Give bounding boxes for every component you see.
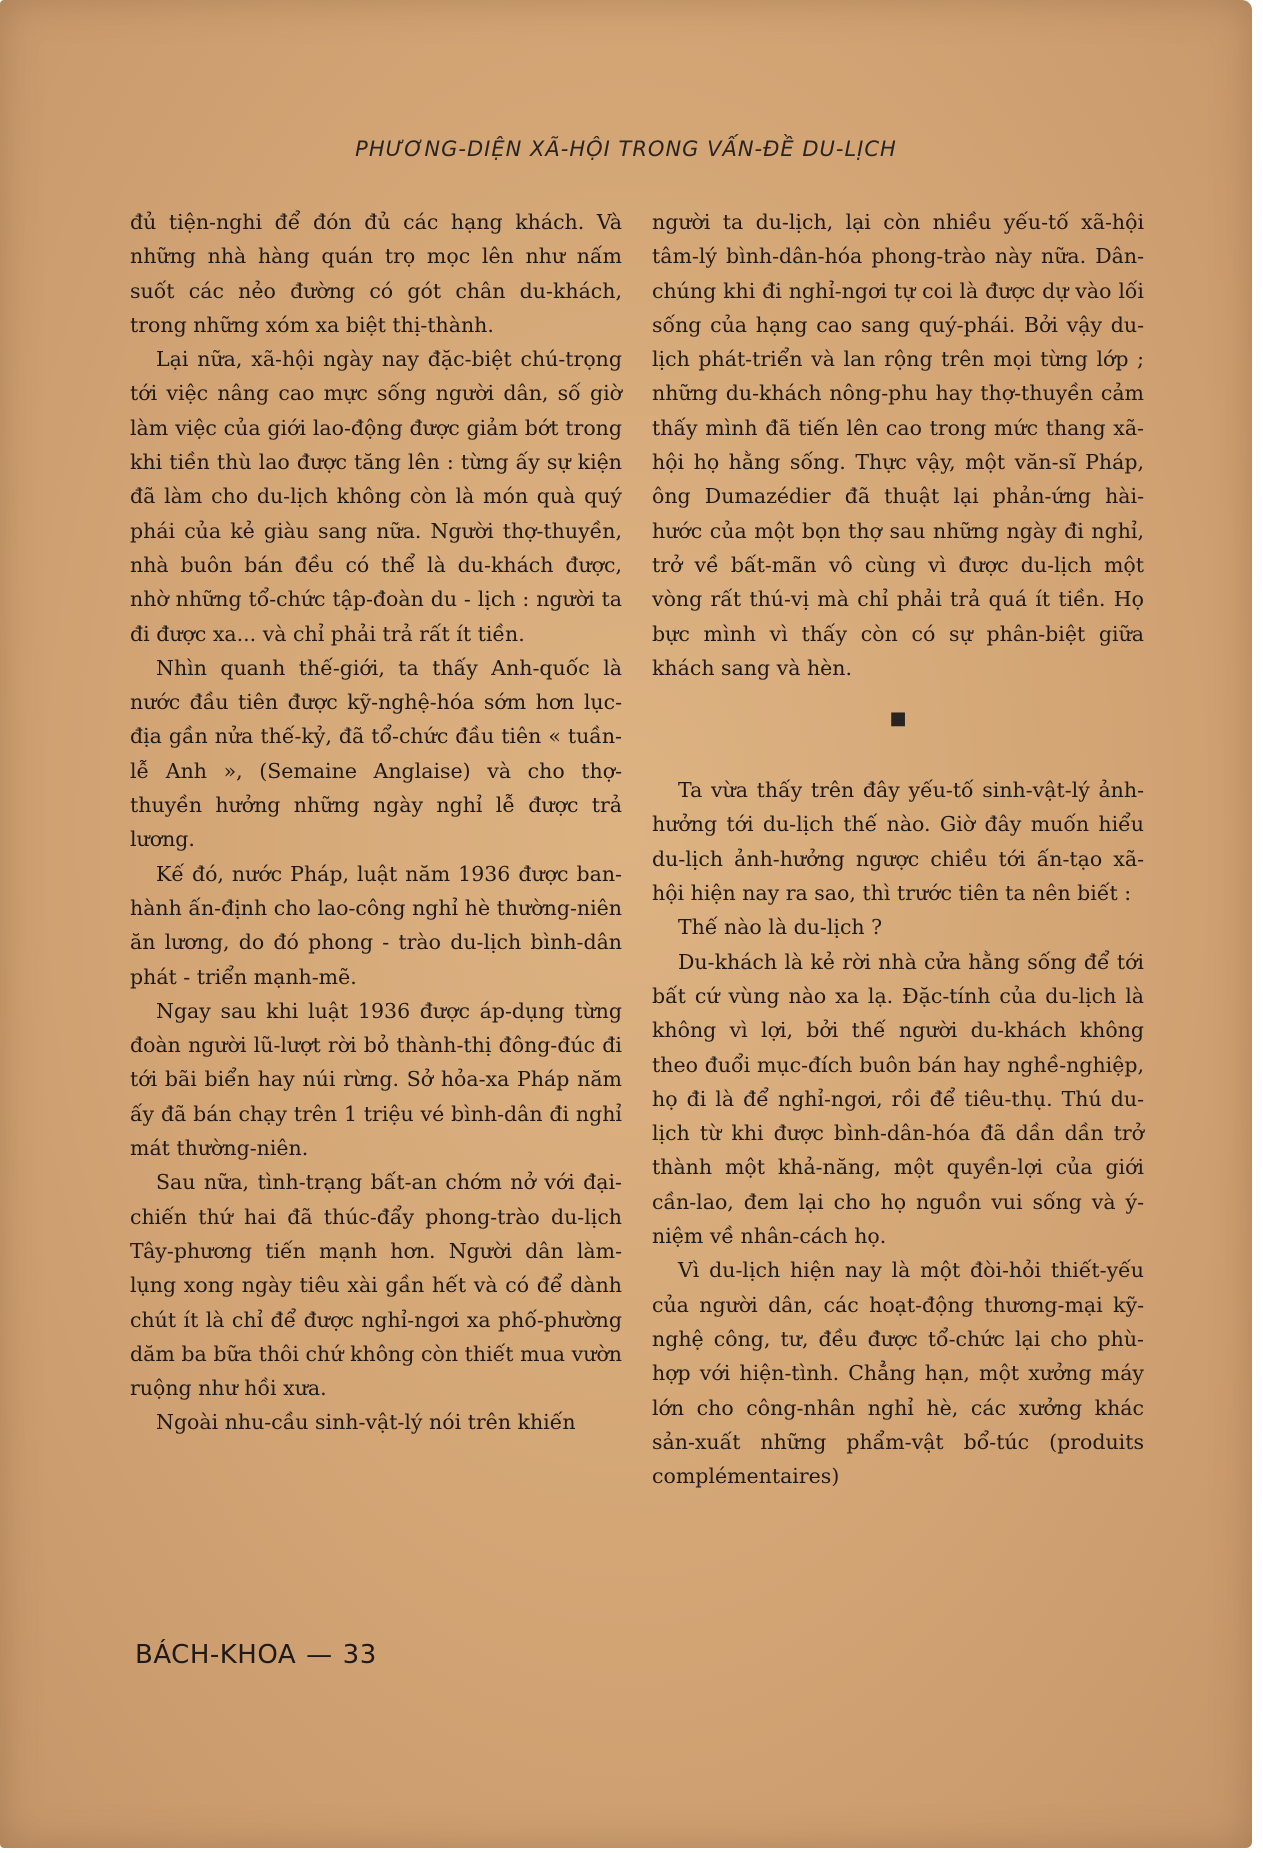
paragraph: Ta vừa thấy trên đây yếu-tố sinh-vật-lý ảnh-hưởng tới du-lịch thế nào. Giờ đây muốn hiểu du-lịch ảnh-hưởng ngược chiều tới ấn-tạo xã-hội hiện nay ra sao, thì trước tiên ta nên biết : [652, 778, 1144, 906]
subheading: Thế nào là du-lịch ? [678, 915, 883, 940]
right-column [652, 205, 1144, 1493]
paragraph: Ngoài nhu-cầu sinh-vật-lý nói trên khiến [156, 1410, 576, 1435]
paragraph: Lại nữa, xã-hội ngày nay đặc-biệt chú-trọng tới việc nâng cao mực sống người dân, số giờ làm việc của giới lao-động được giảm bớt trong khi tiền thù lao được tăng lên : từng ấy sự kiện đã làm cho du-lịch không còn là món quà quý phái của kẻ giàu sang nữa. Người thợ-thuyền, nhà buôn bán đều có thể là du-khách được, nhờ những tổ-chức tập-đoàn du - lịch : người ta đi được xa... và chỉ phải trả rất ít tiền. [130, 347, 622, 646]
paragraph: Du-khách là kẻ rời nhà cửa hằng sống để tới bất cứ vùng nào xa lạ. Đặc-tính của du-lịch là không vì lợi, bởi thế người du-khách không theo đuổi mục-đích buôn bán hay nghề-nghiệp, họ đi là để nghỉ-ngơi, rồi để tiêu-thụ. Thú du-lịch từ khi được bình-dân-hóa đã dần dần trở thành một khả-năng, một quyền-lợi của giới cần-lao, đem lại cho họ nguồn vui sống và ý-niệm về nhân-cách họ. [652, 949, 1144, 1249]
section-break-ornament: ■ [889, 708, 907, 730]
paragraph: Kế đó, nước Pháp, luật năm 1936 được ban-hành ấn-định cho lao-công nghỉ hè thường-niên ăn lương, do đó phong - trào du-lịch bình-dân phát - triển mạnh-mẽ. [130, 861, 622, 989]
publication-name: BÁCH-KHOA [135, 1640, 297, 1670]
running-title: PHƯƠNG-DIỆN XÃ-HỘI TRONG VẤN-ĐỀ DU-LỊCH [355, 137, 897, 161]
page-footer [135, 1640, 377, 1670]
paragraph: Vì du-lịch hiện nay là một đòi-hỏi thiết-yếu của người dân, các hoạt-động thương-mại kỹ-nghệ công, tư, đều được tổ-chức lại cho phù-hợp với hiện-tình. Chẳng hạn, một xưởng máy lớn cho công-nhân nghỉ hè, các xưởng khác sản-xuất những phẩm-vật bổ-túc (produits complémentaires) [652, 1258, 1144, 1489]
left-column [130, 205, 622, 1440]
page-number: 33 [342, 1640, 377, 1670]
footer-separator: — [306, 1640, 333, 1670]
paragraph: đủ tiện-nghi để đón đủ các hạng khách. Và những nhà hàng quán trọ mọc lên như nấm suốt các nẻo đường có gót chân du-khách, trong những xóm xa biệt thị-thành. [130, 210, 622, 337]
paragraph: Ngay sau khi luật 1936 được áp-dụng từng đoàn người lũ-lượt rời bỏ thành-thị đông-đúc đi tới bãi biển hay núi rừng. Sở hỏa-xa Pháp năm ấy đã bán chạy trên 1 triệu vé bình-dân đi nghỉ mát thường-niên. [130, 998, 622, 1161]
section-gap [652, 753, 1144, 773]
paragraph: Nhìn quanh thế-giới, ta thấy Anh-quốc là nước đầu tiên được kỹ-nghệ-hóa sớm hơn lục-địa gần nửa thế-kỷ, đã tổ-chức đầu tiên « tuần-lễ Anh », (Semaine Anglaise) và cho thợ-thuyền hưởng những ngày nghỉ lễ được trả lương. [130, 655, 622, 852]
paragraph: người ta du-lịch, lại còn nhiều yếu-tố xã-hội tâm-lý bình-dân-hóa phong-trào này nữa. Dân-chúng khi đi nghỉ-ngơi tự coi là được dự vào lối sống của hạng cao sang quý-phái. Bởi vậy du-lịch phát-triển và lan rộng trên mọi từng lớp ; những du-khách nông-phu hay thợ-thuyền cảm thấy mình đã tiến lên cao trong mức thang xã-hội họ hằng sống. Thực vậy, một văn-sĩ Pháp, ông Dumazédier đã thuật lại phản-ứng hài-hước của một bọn thợ sau những ngày đi nghỉ, trở về bất-mãn vô cùng vì được du-lịch một vòng rất thú-vị mà chỉ phải trả quá ít tiền. Họ bực mình vì thấy còn có sự phân-biệt giữa khách sang và hèn. [652, 210, 1144, 680]
paragraph: Sau nữa, tình-trạng bất-an chớm nở với đại-chiến thứ hai đã thúc-đẩy phong-trào du-lịch Tây-phương tiến mạnh hơn. Người dân làm-lụng xong ngày tiêu xài gần hết và có để dành chút ít là chỉ để được nghỉ-ngơi xa phố-phường dăm ba bữa thôi chứ không còn thiết mua vườn ruộng như hồi xưa. [130, 1170, 622, 1401]
